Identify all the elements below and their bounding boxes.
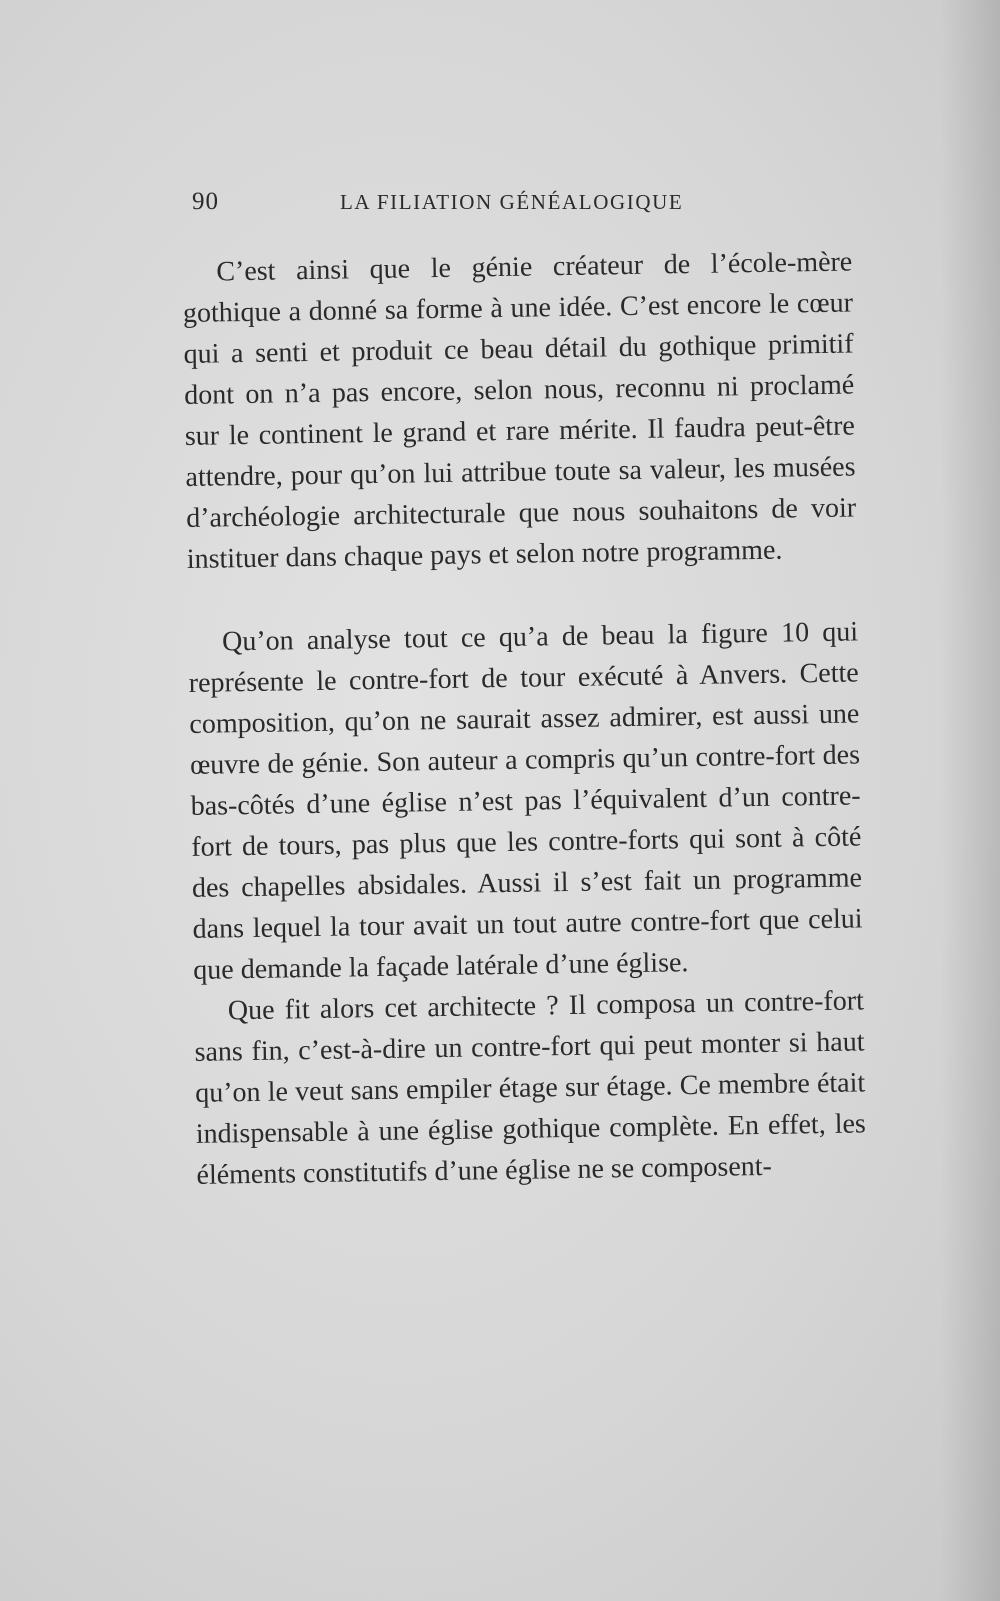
paragraph-1: C’est ainsi que le génie créateur de l’école-mère gothique a donné sa forme à une idée. C’est encore le cœur qui a senti et produit ce beau détail du gothique primitif dont on n’a pas encore, selon nous, reconnu ni proclamé sur le continent le grand et rare mérite. Il faudra peut-être attendre, pour qu’on lui attribue toute sa valeur, les musées d’archéologie architecturale que nous souhaitons de voir instituer dans chaque pays et selon notre programme. xyxy=(182,246,857,575)
running-title: LA FILIATION GÉNÉALOGIQUE xyxy=(340,190,684,214)
paragraph-3: Que fit alors cet architecte ? Il composa un contre-fort sans fin, c’est-à-dire un contre-fort qui peut monter si haut qu’on le veut sans empiler étage sur étage. Ce membre était indispensable à une église gothique complète. En effet, les éléments constitutifs d’une église ne se composent- xyxy=(194,985,867,1191)
paragraph-2: Qu’on analyse tout ce qu’a de beau la figure 10 qui représente le contre-fort de tour exécuté à Anvers. Cette composition, qu’on ne saurait assez admirer, est aussi une œuvre de génie. Son auteur a compris qu’un contre-fort des bas-côtés d’une église n’est pas l’équivalent d’un contre-fort de tours, pas plus que les contre-forts qui sont à côté des chapelles absidales. Aussi il s’est fait un programme dans lequel la tour avait un tout autre contre-fort que celui que demande la façade latérale d’une église. xyxy=(188,616,863,986)
running-head xyxy=(192,188,732,220)
page-number: 90 xyxy=(192,188,219,215)
page-edge-shadow xyxy=(940,0,1000,1601)
body-text xyxy=(182,241,867,1195)
